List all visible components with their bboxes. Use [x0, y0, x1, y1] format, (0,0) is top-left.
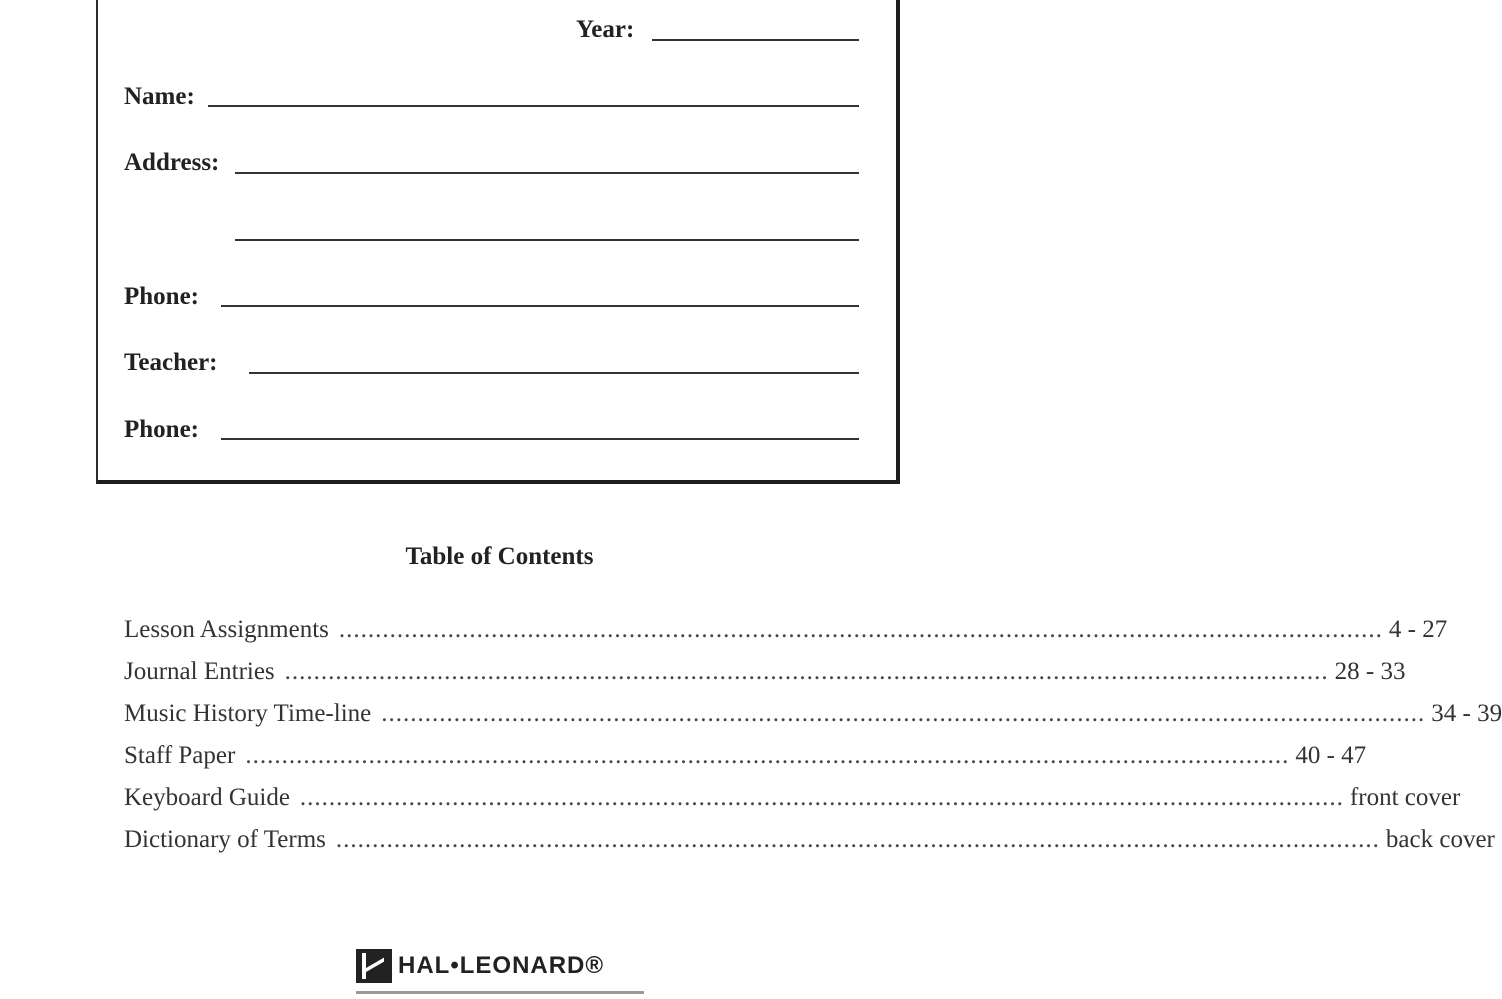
student-info-form: [96, 0, 900, 484]
address-field-line-2[interactable]: [235, 239, 859, 241]
toc-entry-page: 28 - 33: [1334, 658, 1406, 685]
teacher-label: Teacher:: [124, 349, 218, 376]
publisher-address-fineprint: [356, 990, 646, 997]
dot-leader: ................................................................................................................................................: [245, 742, 1290, 769]
publisher-name: HAL•LEONARD®: [398, 952, 605, 979]
publisher-logo: [356, 946, 604, 986]
toc-entry[interactable]: [124, 616, 1448, 646]
toc-entry-page: front cover: [1349, 784, 1461, 811]
toc-entry-page: 40 - 47: [1295, 742, 1367, 769]
phone-label: Phone:: [124, 283, 199, 310]
name-field-line[interactable]: [208, 105, 859, 107]
toc-entry-label: Dictionary of Terms: [124, 826, 326, 853]
toc-entry[interactable]: [124, 700, 1502, 730]
toc-entry[interactable]: [124, 784, 1461, 814]
toc-entry-label: Music History Time-line: [124, 700, 372, 727]
dot-leader: ................................................................................................................................................: [335, 826, 1380, 853]
teacher-phone-label: Phone:: [124, 416, 199, 443]
toc-entry-page: back cover: [1385, 826, 1495, 853]
toc-entry[interactable]: [124, 826, 1495, 856]
dot-leader: ................................................................................................................................................: [284, 658, 1329, 685]
name-label: Name:: [124, 83, 195, 110]
year-field-line[interactable]: [652, 39, 859, 41]
toc-entry-label: Staff Paper: [124, 742, 236, 769]
teacher-phone-field-line[interactable]: [221, 438, 859, 440]
dot-leader: ................................................................................................................................................: [338, 616, 1383, 643]
dot-leader: ................................................................................................................................................: [381, 700, 1426, 727]
toc-title: Table of Contents: [405, 543, 594, 570]
toc-entry-label: Journal Entries: [124, 658, 275, 685]
fineprint-graphic: [356, 990, 646, 995]
toc-entry[interactable]: [124, 658, 1406, 688]
toc-entry[interactable]: [124, 742, 1367, 772]
toc-entry-label: Keyboard Guide: [124, 784, 290, 811]
toc-entry-label: Lesson Assignments: [124, 616, 329, 643]
year-label: Year:: [576, 16, 635, 43]
address-field-line-1[interactable]: [235, 172, 859, 174]
teacher-field-line[interactable]: [249, 372, 859, 374]
toc-entry-page: 34 - 39: [1431, 700, 1502, 727]
phone-field-line[interactable]: [221, 305, 859, 307]
toc-entry-page: 4 - 27: [1388, 616, 1448, 643]
dot-leader: ................................................................................................................................................: [299, 784, 1344, 811]
hal-leonard-logo-icon: [356, 949, 392, 983]
address-label: Address:: [124, 149, 220, 176]
